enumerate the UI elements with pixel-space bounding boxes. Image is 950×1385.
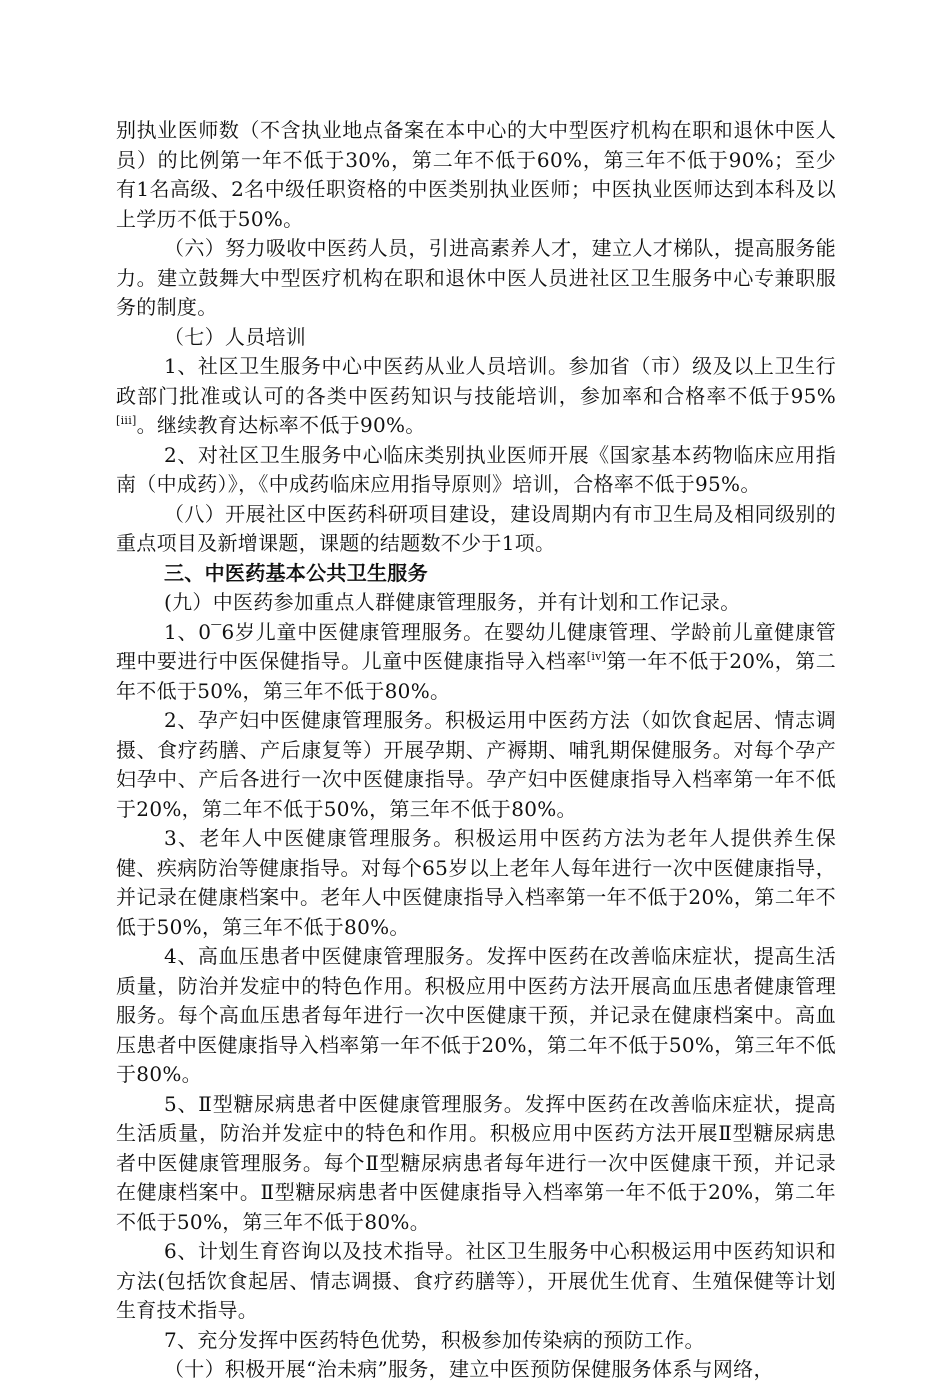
paragraph-text: 7、充分发挥中医药特色优势，积极参加传染病的预防工作。 xyxy=(164,1327,705,1352)
paragraph xyxy=(116,323,836,353)
paragraph-text: 1、社区卫生服务中心中医药从业人员培训。参加省（市）级及以上卫生行政部门批准或认可的各类中医药知识与技能培训，参加率和合格率不低于95% xyxy=(116,354,836,408)
paragraph-text: (九）中医药参加重点人群健康管理服务，并有计划和工作记录。 xyxy=(164,590,741,614)
paragraph xyxy=(116,706,836,824)
paragraph xyxy=(116,1355,836,1385)
paragraph-text: 4、高血压患者中医健康管理服务。发挥中医药在改善临床症状，提高生活质量，防治并发症中的特色作用。积极应用中医药方法开展高血压患者健康管理服务。每个高血压患者每年进行一次中医健康干预，并记录在健康档案中。高血压患者中医健康指导入档率第一年不低于20%，第二年不低于50%，第三年不低于80%。 xyxy=(116,944,837,1086)
paragraph xyxy=(116,352,836,441)
paragraph-text: 6、计划生育咨询以及技术指导。社区卫生服务中心积极运用中医药知识和方法(包括饮食起居、情志调摄、食疗药膳等），开展优生优育、生殖保健等计划生育技术指导。 xyxy=(116,1239,836,1322)
paragraph-text: 2、孕产妇中医健康管理服务。积极运用中医药方法（如饮食起居、情志调摄、食疗药膳、产后康复等）开展孕期、产褥期、哺乳期保健服务。对每个孕产妇孕中、产后各进行一次中医健康指导。孕产妇中医健康指导入档率第一年不低于20%，第二年不低于50%，第三年不低于80%。 xyxy=(116,708,836,821)
footnote-marker: [iv] xyxy=(586,650,607,663)
footnote-marker: [iii] xyxy=(116,414,137,427)
paragraph-text: 5、Ⅱ型糖尿病患者中医健康管理服务。发挥中医药在改善临床症状，提高生活质量，防治并发症中的特色和作用。积极应用中医药方法开展Ⅱ型糖尿病患者中医健康管理服务。每个Ⅱ型糖尿病患者每年进行一次中医健康干预，并记录在健康档案中。Ⅱ型糖尿病患者中医健康指导入档率第一年不低于20%，第二年不低于50%，第三年不低于80%。 xyxy=(116,1091,836,1234)
paragraph-text: 别执业医师数（不含执业地点备案在本中心的大中型医疗机构在职和退休中医人员）的比例第一年不低于30%，第二年不低于60%，第三年不低于90%；至少有1名高级、2名中级任职资格的中医类别执业医师；中医执业医师达到本科及以上学历不低于50%。 xyxy=(116,118,836,231)
paragraph-text: 三、中医药基本公共卫生服务 xyxy=(164,560,428,585)
paragraph xyxy=(116,234,836,323)
paragraph-text: （七）人员培训 xyxy=(164,324,307,349)
paragraph xyxy=(116,441,836,500)
paragraph xyxy=(116,116,836,234)
paragraph-text-continued: 。继续教育达标率不低于90%。 xyxy=(136,413,426,437)
paragraph-text: 1、0‾6岁儿童中医健康管理服务。在婴幼儿健康管理、学龄前儿童健康管理中要进行中医保健指导。儿童中医健康指导入档率 xyxy=(116,619,836,673)
paragraph-text: （八）开展社区中医药科研项目建设，建设周期内有市卫生局及相同级别的重点项目及新增课题，课题的结题数不少于1项。 xyxy=(116,501,836,555)
paragraph-text-continued: 第一年不低于20%，第二年不低于50%，第三年不低于80%。 xyxy=(116,649,836,703)
paragraph-text: （六）努力吸收中医药人员，引进高素养人才，建立人才梯队，提高服务能力。建立鼓舞大中型医疗机构在职和退休中医人员进社区卫生服务中心专兼职服务的制度。 xyxy=(116,236,836,319)
paragraph xyxy=(116,588,836,618)
paragraph xyxy=(116,618,836,707)
document-body xyxy=(116,116,836,1385)
paragraph xyxy=(116,824,836,942)
paragraph xyxy=(116,500,836,559)
paragraph xyxy=(116,942,836,1090)
paragraph-text: 2、对社区卫生服务中心临床类别执业医师开展《国家基本药物临床应用指南（中成药）》，《中成药临床应用指导原则》培训，合格率不低于95%。 xyxy=(116,442,836,496)
paragraph-text: （十）积极开展“治未病”服务，建立中医预防保健服务体系与网络， xyxy=(164,1357,774,1381)
paragraph xyxy=(116,1090,836,1238)
paragraph xyxy=(116,1326,836,1356)
paragraph xyxy=(116,1237,836,1326)
section-heading xyxy=(116,559,836,589)
paragraph-text: 3、老年人中医健康管理服务。积极运用中医药方法为老年人提供养生保健、疾病防治等健康指导。对每个65岁以上老年人每年进行一次中医健康指导，并记录在健康档案中。老年人中医健康指导入档率第一年不低于20%，第二年不低于50%，第三年不低于80%。 xyxy=(116,826,836,939)
